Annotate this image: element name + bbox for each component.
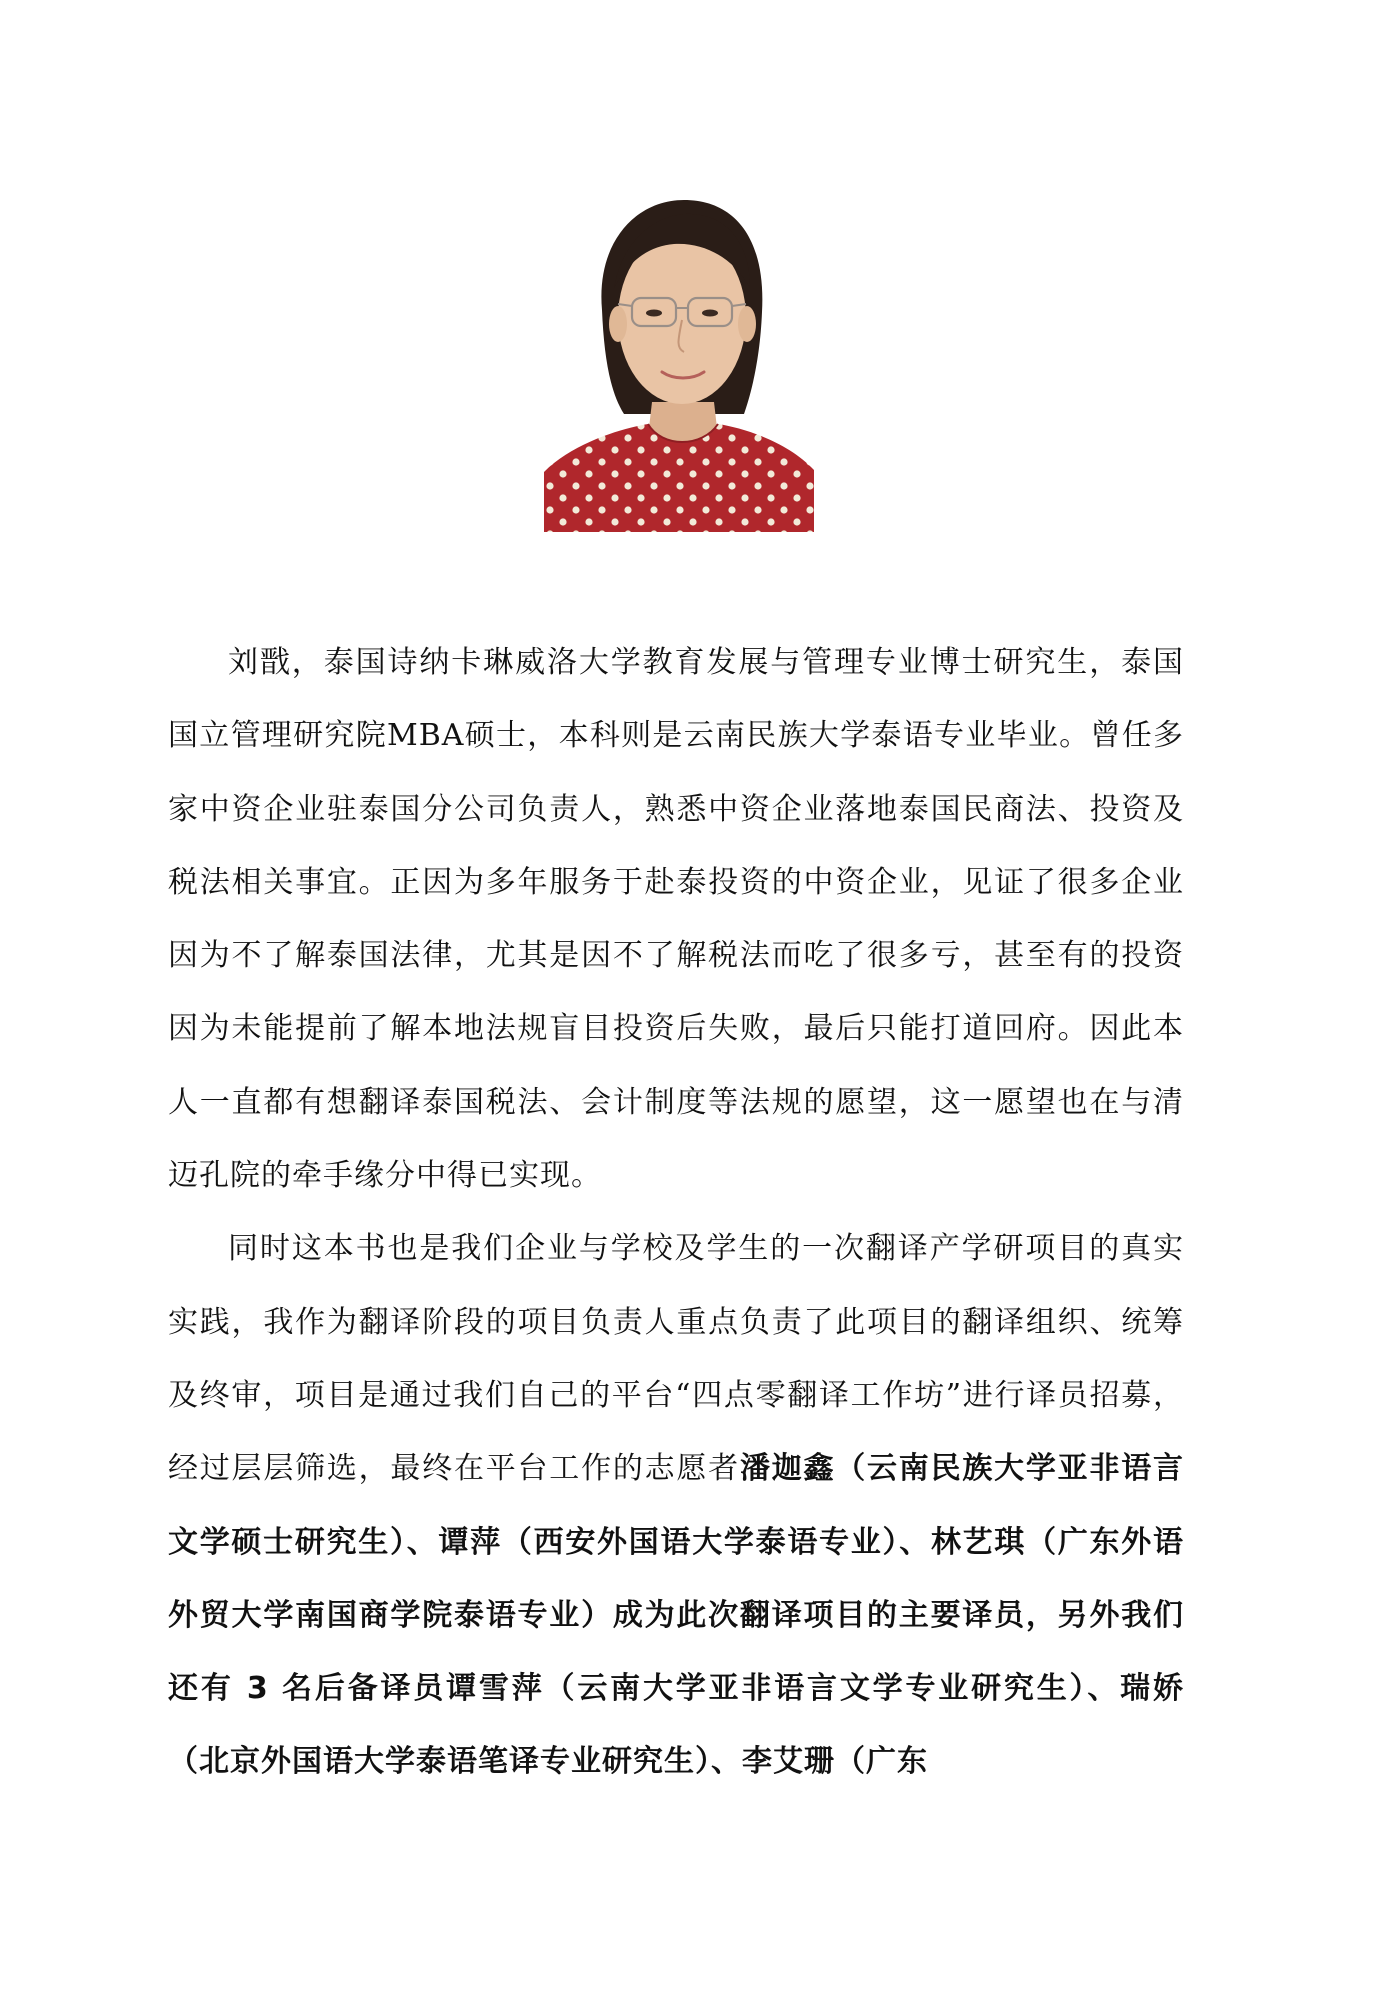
- author-portrait: [544, 192, 814, 532]
- paragraph-2-text: 同时这本书也是我们企业与学校及学生的一次翻译产学研项目的真实实践，我作为翻译阶段的项目负责人重点负责了此项目的翻译组织、统筹及终审，项目是通过我们自己的平台“四点零翻译工作坊”进行译员招募，经过层层筛选，最终在平台工作的志愿者: [168, 1231, 1184, 1487]
- translator-list: 潘迦鑫（云南民族大学亚非语言文学硕士研究生）、谭萍（西安外国语大学泰语专业）、林艺琪（广东外语外贸大学南国商学院泰语专业）成为此次翻译项目的主要译员，另外我们还有 3 名后备译员谭雪萍（云南大学亚非语言文学专业研究生）、瑞娇（北京外国语大学泰语笔译专业研究生）、李艾珊（广东: [168, 1451, 1185, 1780]
- paragraph-2: [168, 1212, 1184, 1798]
- biography-text: [168, 626, 1184, 1799]
- portrait-illustration: [544, 192, 814, 532]
- paragraph-1-text: 刘戬，泰国诗纳卡琳威洛大学教育发展与管理专业博士研究生，泰国国立管理研究院MBA硕士，本科则是云南民族大学泰语专业毕业。曾任多家中资企业驻泰国分公司负责人，熟悉中资企业落地泰国民商法、投资及税法相关事宜。正因为多年服务于赴泰投资的中资企业，见证了很多企业因为不了解泰国法律，尤其是因不了解税法而吃了很多亏，甚至有的投资因为未能提前了解本地法规盲目投资后失败，最后只能打道回府。因此本人一直都有想翻译泰国税法、会计制度等法规的愿望，这一愿望也在与清迈孔院的牵手缘分中得已实现。: [168, 645, 1184, 1194]
- paragraph-1: [168, 626, 1184, 1212]
